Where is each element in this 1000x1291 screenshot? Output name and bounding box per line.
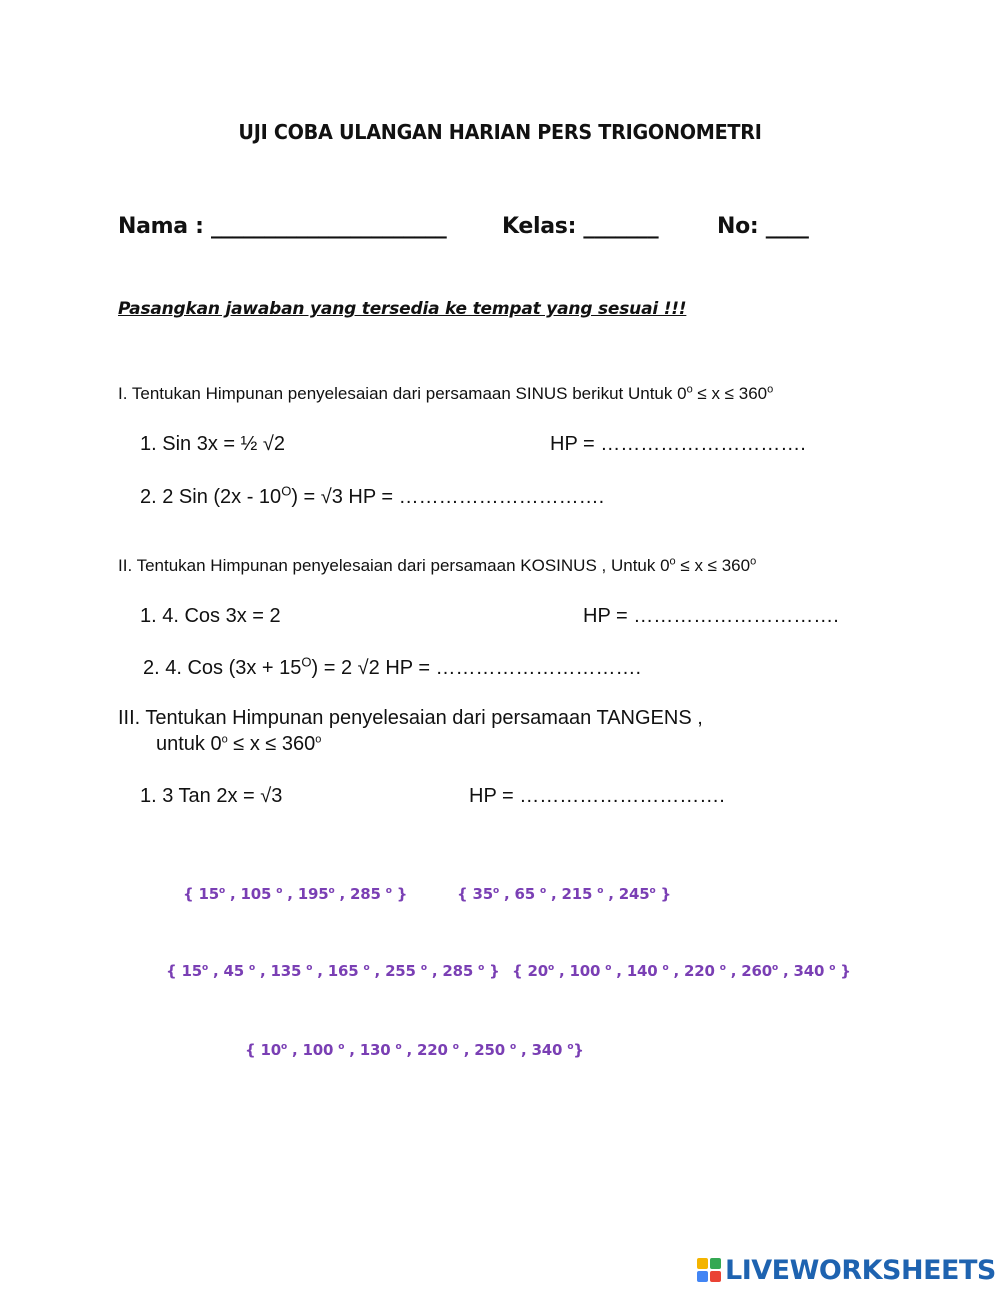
s3-q1-equation: 1. 3 Tan 2x = √3: [140, 785, 283, 807]
section-3-heading: III. Tentukan Himpunan penyelesaian dari persamaan TANGENS ,: [118, 707, 703, 729]
s2-q2-row: 2. 4. Cos $(3x + 15^O) = 2$ √2 HP = ………………………….: [143, 654, 642, 679]
logo-square-green: [710, 1258, 721, 1269]
logo-mark-icon: [697, 1258, 721, 1282]
class-field[interactable]: Kelas: _______: [502, 214, 659, 239]
name-field[interactable]: Nama : ______________________: [118, 214, 447, 239]
number-field[interactable]: No: ____: [717, 214, 809, 239]
s1-q1-equation: 1. Sin 3x = ½ √2: [140, 433, 285, 455]
answer-choice-1[interactable]: { 15$^o$ , 105 $^o$ , 195$^o$ , 285 $^o$ }: [183, 885, 408, 903]
section-1-heading: I. Tentukan Himpunan penyelesaian dari persamaan SINUS berikut Untuk $0^o \le x \le 360^o$: [118, 383, 774, 403]
answer-choice-3[interactable]: { 15$^o$ , 45 $^o$ , 135 $^o$ , 165 $^o$ , 255 $^o$ , 285 $^o$ }: [166, 962, 500, 980]
logo-square-red: [710, 1271, 721, 1282]
liveworksheets-logo: [697, 1255, 996, 1285]
s2-q1-equation: 1. 4. Cos 3x = 2: [140, 605, 281, 627]
answer-choice-2[interactable]: { 35$^o$ , 65 $^o$ , 215 $^o$ , 245$^o$ }: [457, 885, 672, 903]
logo-square-yellow: [697, 1258, 708, 1269]
logo-square-blue: [697, 1271, 708, 1282]
logo-text: LIVEWORKSHEETS: [725, 1254, 996, 1286]
s2-q2-answer-blank[interactable]: ) = 2 √2 HP = ………………………….: [311, 657, 642, 679]
answer-choice-4[interactable]: { 20$^o$ , 100 $^o$ , 140 $^o$ , 220 $^o$ , 260$^o$ , 340 $^o$ }: [512, 962, 851, 980]
s1-q2-answer-blank[interactable]: ) = √3 HP = ………………………….: [291, 486, 605, 508]
section-3-range: untuk $0^o \le x \le 360^o$: [156, 733, 322, 755]
s3-q1-answer-blank[interactable]: HP = ………………………….: [469, 785, 725, 807]
s1-q1-answer-blank[interactable]: HP = ………………………….: [550, 433, 806, 455]
s1-q2-row: 2. 2 Sin $(2x - 10^O) = √3$ HP = ………………………….: [140, 483, 605, 508]
answer-choice-5[interactable]: { 10$^o$ , 100 $^o$ , 130 $^o$ , 220 $^o$ , 250 $^o$ , 340 $^o$}: [245, 1041, 584, 1059]
s2-q1-answer-blank[interactable]: HP = ………………………….: [583, 605, 839, 627]
instruction-text: Pasangkan jawaban yang tersedia ke tempat yang sesuai !!!: [118, 299, 687, 319]
section-2-heading: II. Tentukan Himpunan penyelesaian dari persamaan KOSINUS , Untuk $0^o \le x \le 360^o$: [118, 555, 757, 575]
page-title: UJI COBA ULANGAN HARIAN PERS TRIGONOMETRI: [238, 120, 762, 144]
